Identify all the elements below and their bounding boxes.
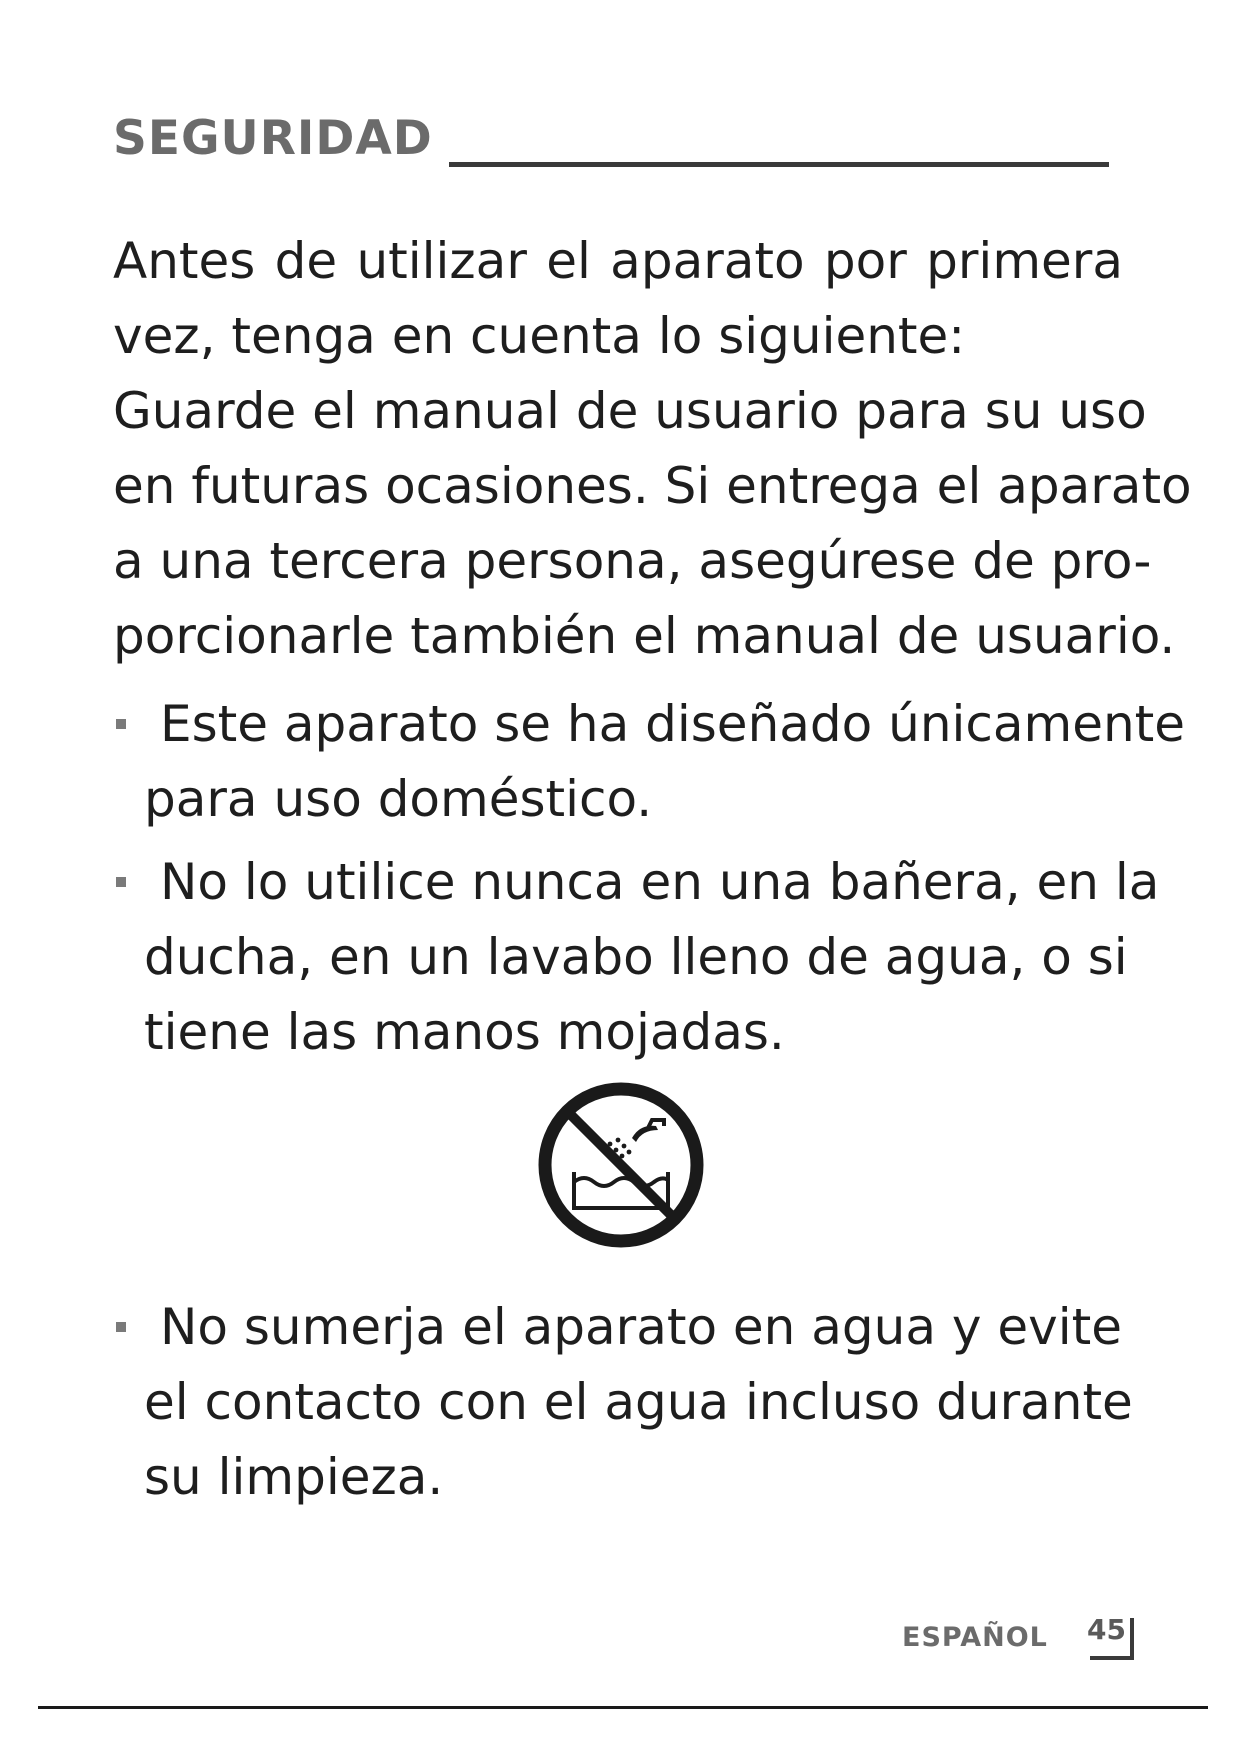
intro-line: a una tercera persona, asegúrese de pro-: [113, 532, 1152, 590]
page-number: 45: [1087, 1613, 1126, 1646]
bullet-square-icon: [116, 1322, 126, 1332]
intro-paragraph: [113, 224, 1192, 674]
bullet-line: para uso doméstico.: [144, 770, 653, 828]
page-number-bracket: [1090, 1618, 1134, 1660]
bullet-square-icon: [116, 877, 126, 887]
footer-language: ESPAÑOL: [902, 1622, 1048, 1653]
bottom-rule: [38, 1706, 1208, 1709]
bullet-square-icon: [116, 719, 126, 729]
bullet-line: No lo utilice nunca en una bañera, en la: [160, 853, 1160, 911]
intro-line: Antes de utilizar el aparato por primera: [113, 232, 1123, 290]
intro-line: vez, tenga en cuenta lo siguiente:: [113, 307, 966, 365]
bullet-line: el contacto con el agua incluso durante: [144, 1373, 1133, 1431]
bullet-line: ducha, en un lavabo lleno de agua, o si: [144, 928, 1128, 986]
intro-line: en futuras ocasiones. Si entrega el aparato: [113, 457, 1192, 515]
intro-line: Guarde el manual de usuario para su uso: [113, 382, 1147, 440]
heading-rule: [449, 162, 1109, 167]
intro-line: porcionarle también el manual de usuario.: [113, 607, 1176, 665]
bullet-line: No sumerja el aparato en agua y evite: [160, 1298, 1122, 1356]
no-water-bath-prohibition-icon: [536, 1080, 706, 1250]
bullet-line: tiene las manos mojadas.: [144, 1003, 785, 1061]
bullet-line: Este aparato se ha diseñado únicamente: [160, 695, 1186, 753]
section-title: SEGURIDAD: [113, 111, 433, 166]
bullet-line: su limpieza.: [144, 1448, 444, 1506]
section-heading-row: [113, 108, 1113, 170]
